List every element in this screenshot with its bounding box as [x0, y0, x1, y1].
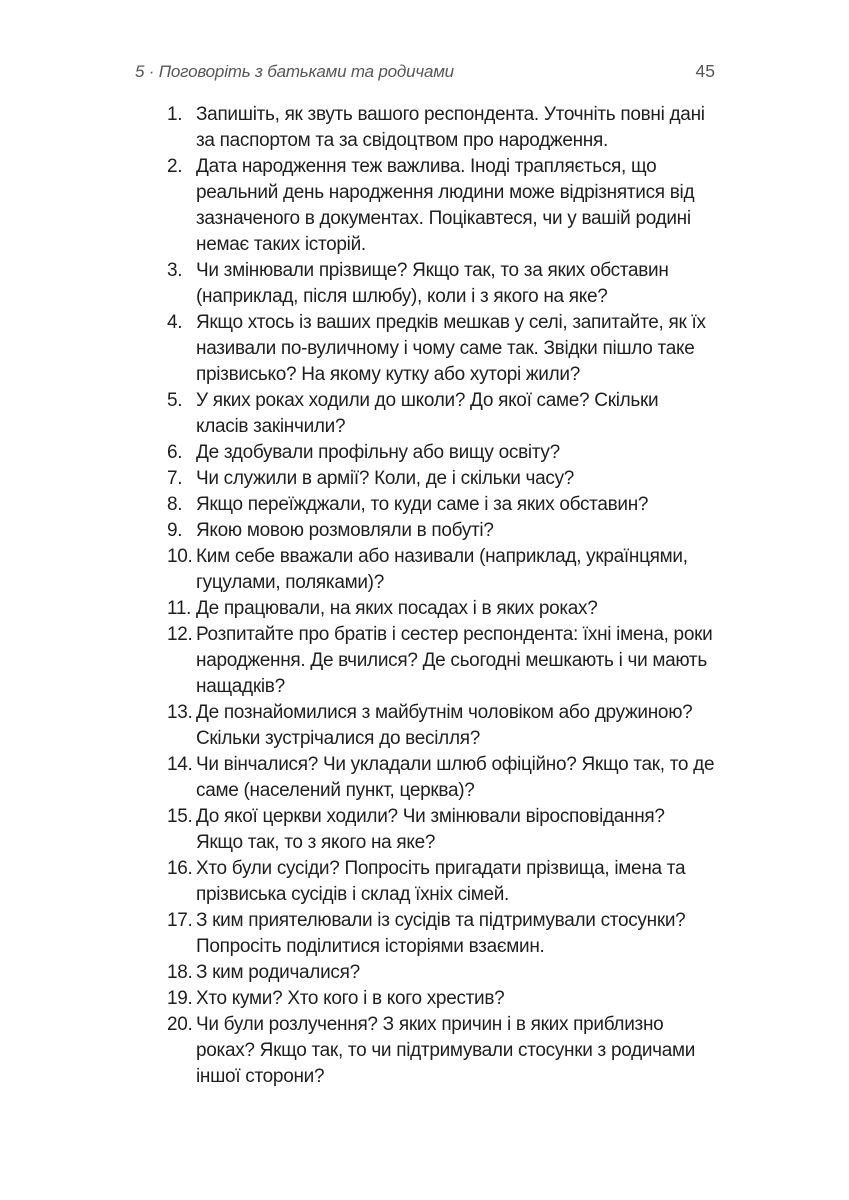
question-text: Чи змінювали прізвище? Якщо так, то за яких обставин (наприклад, після шлюбу), коли і з якого на яке? [196, 260, 669, 307]
question-number: 9. [167, 520, 183, 541]
running-head: 5 · Поговоріть з батьками та родичами [135, 62, 454, 81]
question-text: Чи вінчалися? Чи укладали шлюб офіційно? Якщо так, то де саме (населений пункт, церква)? [196, 754, 715, 801]
question-number: 13. [167, 702, 193, 723]
question-text: Якою мовою розмовляли в побуті? [196, 520, 494, 541]
question-item [167, 544, 715, 596]
question-number: 1. [167, 104, 183, 125]
page-header [135, 60, 715, 83]
question-item [167, 154, 715, 258]
question-list [167, 102, 715, 1090]
question-item [167, 102, 715, 154]
question-text: Де познайомилися з майбутнім чоловіком або дружиною? Скільки зустрічалися до весілля? [196, 702, 693, 749]
question-text: З ким приятелювали із сусідів та підтримували стосунки? Попросіть поділитися історіями взаємин. [196, 910, 686, 957]
question-item [167, 960, 715, 986]
question-item [167, 804, 715, 856]
question-number: 7. [167, 468, 183, 489]
question-item [167, 388, 715, 440]
question-item [167, 596, 715, 622]
question-text: Де працювали, на яких посадах і в яких роках? [196, 598, 598, 619]
question-item [167, 466, 715, 492]
question-text: Чи були розлучення? З яких причин і в яких приблизно роках? Якщо так, то чи підтримували стосунки з родичами іншої сторони? [196, 1014, 696, 1087]
question-text: Чи служили в армії? Коли, де і скільки часу? [196, 468, 575, 489]
question-text: До якої церкви ходили? Чи змінювали віросповідання? Якщо так, то з якого на яке? [196, 806, 665, 853]
question-text: Де здобували профільну або вищу освіту? [196, 442, 560, 463]
question-item [167, 518, 715, 544]
question-number: 12. [167, 624, 193, 645]
question-text: У яких роках ходили до школи? До якої саме? Скільки класів закінчили? [196, 390, 659, 437]
question-text: Якщо переїжджали, то куди саме і за яких обставин? [196, 494, 649, 515]
question-text: Дата народження теж важлива. Іноді трапляється, що реальний день народження людини може відрізнятися від зазначеного в документах. Поцікавтеся, чи у вашій родині немає таких історій. [196, 156, 695, 255]
question-item [167, 440, 715, 466]
question-text: З ким родичалися? [196, 962, 360, 983]
question-number: 3. [167, 260, 183, 281]
question-text: Хто були сусіди? Попросіть пригадати прізвища, імена та прізвиська сусідів і склад їхніх сімей. [196, 858, 686, 905]
question-text: Розпитайте про братів і сестер респондента: їхні імена, роки народження. Де вчилися? Де сьогодні мешкають і чи мають нащадків? [196, 624, 713, 697]
question-number: 10. [167, 546, 193, 567]
question-item [167, 492, 715, 518]
question-number: 11. [167, 598, 192, 619]
question-number: 14. [167, 754, 193, 775]
question-number: 15. [167, 806, 193, 827]
question-item [167, 700, 715, 752]
question-item [167, 908, 715, 960]
question-item [167, 986, 715, 1012]
question-text: Запишіть, як звуть вашого респондента. Уточніть повні дані за паспортом та за свідоцтвом про народження. [196, 104, 705, 151]
question-number: 16. [167, 858, 193, 879]
page-number: 45 [695, 61, 715, 81]
question-number: 5. [167, 390, 183, 411]
question-number: 19. [167, 988, 193, 1009]
question-text: Якщо хтось із ваших предків мешкав у селі, запитайте, як їх називали по-вуличному і чому саме так. Звідки пішло таке прізвисько? На якому кутку або хуторі жили? [196, 312, 706, 385]
question-text: Ким себе вважали або називали (наприклад, українцями, гуцулами, поляками)? [196, 546, 688, 593]
question-number: 20. [167, 1014, 193, 1035]
question-item [167, 752, 715, 804]
question-number: 18. [167, 962, 193, 983]
question-item [167, 310, 715, 388]
question-item [167, 258, 715, 310]
question-text: Хто куми? Хто кого і в кого хрестив? [196, 988, 505, 1009]
question-item [167, 1012, 715, 1090]
question-number: 2. [167, 156, 183, 177]
question-number: 8. [167, 494, 183, 515]
question-item [167, 856, 715, 908]
question-number: 17. [167, 910, 193, 931]
question-number: 4. [167, 312, 183, 333]
question-item [167, 622, 715, 700]
question-number: 6. [167, 442, 183, 463]
